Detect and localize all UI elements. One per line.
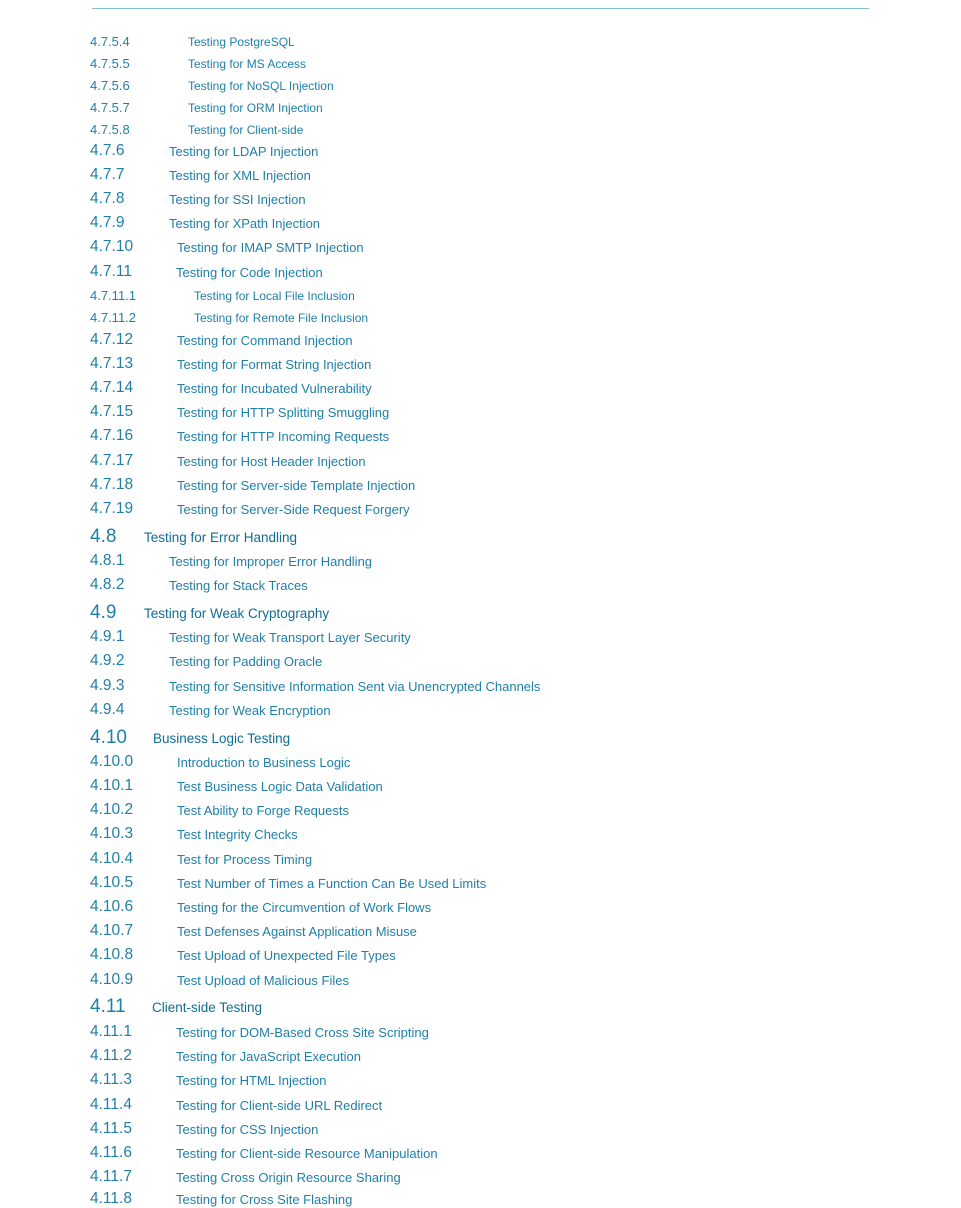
toc-title: Testing for Format String Injection <box>177 357 372 372</box>
toc-number: 4.10.2 <box>90 801 134 818</box>
toc-title: Testing for CSS Injection <box>176 1122 319 1137</box>
toc-number: 4.11.6 <box>90 1144 132 1161</box>
toc-title: Testing for Cross Site Flashing <box>176 1192 353 1207</box>
toc-number: 4.7.11 <box>90 263 132 280</box>
toc-number: 4.8.1 <box>90 552 125 569</box>
toc-number: 4.7.6 <box>90 142 125 159</box>
toc-number: 4.9.3 <box>90 677 125 694</box>
top-divider <box>92 8 869 9</box>
toc-number: 4.7.5.4 <box>90 34 130 49</box>
toc-title: Testing for Weak Cryptography <box>144 606 330 621</box>
toc-number: 4.7.5.5 <box>90 56 130 71</box>
toc-title: Test for Process Timing <box>177 852 313 867</box>
toc-title: Testing for DOM-Based Cross Site Scripting <box>176 1025 429 1040</box>
toc-number: 4.7.11.1 <box>90 288 137 303</box>
toc-number: 4.9 <box>90 602 117 623</box>
toc-title: Test Upload of Malicious Files <box>177 973 349 988</box>
toc-number: 4.7.12 <box>90 331 134 348</box>
toc-number: 4.10.9 <box>90 971 134 988</box>
toc-number: 4.7.7 <box>90 166 125 183</box>
toc-title: Test Number of Times a Function Can Be Used Limits <box>177 876 487 891</box>
toc-title: Testing for XPath Injection <box>169 216 321 231</box>
toc-number: 4.7.9 <box>90 214 125 231</box>
toc-number: 4.11.4 <box>90 1096 132 1113</box>
toc-title: Testing for Improper Error Handling <box>169 554 373 569</box>
toc-number: 4.11.1 <box>90 1023 132 1040</box>
toc-number: 4.7.5.6 <box>90 78 130 93</box>
toc-title: Testing for JavaScript Execution <box>176 1049 361 1064</box>
toc-title: Test Integrity Checks <box>177 827 298 842</box>
toc-number: 4.10.7 <box>90 922 134 939</box>
toc-number: 4.7.5.8 <box>90 122 130 137</box>
toc-title: Testing for Stack Traces <box>169 578 308 593</box>
toc-number: 4.7.16 <box>90 427 134 444</box>
toc-number: 4.10.0 <box>90 753 134 770</box>
toc-number: 4.9.2 <box>90 652 125 669</box>
toc-number: 4.7.19 <box>90 500 134 517</box>
toc-number: 4.11.2 <box>90 1047 132 1064</box>
toc-number: 4.9.1 <box>90 628 125 645</box>
toc-title: Testing for HTTP Incoming Requests <box>177 429 390 444</box>
toc-title: Testing for Weak Transport Layer Security <box>169 630 411 645</box>
toc-number: 4.10.1 <box>90 777 134 794</box>
toc-title: Testing for Local File Inclusion <box>194 289 355 303</box>
toc-number: 4.11 <box>90 996 126 1017</box>
toc-title: Testing for Padding Oracle <box>169 654 323 669</box>
toc-number: 4.7.11.2 <box>90 310 137 325</box>
toc-number: 4.7.13 <box>90 355 134 372</box>
toc-number: 4.11.7 <box>90 1168 132 1185</box>
toc-title: Testing for Error Handling <box>144 530 298 545</box>
toc-title: Test Defenses Against Application Misuse <box>177 924 417 939</box>
toc-number: 4.10.4 <box>90 850 134 867</box>
toc-title: Testing for Sensitive Information Sent via Unencrypted Channels <box>169 679 541 694</box>
toc-title: Testing for HTML Injection <box>176 1073 327 1088</box>
toc-title: Testing for Incubated Vulnerability <box>177 381 372 396</box>
toc-title: Test Ability to Forge Requests <box>177 803 349 818</box>
toc-number: 4.10 <box>90 727 127 748</box>
toc-title: Testing for the Circumvention of Work Flows <box>177 900 432 915</box>
toc-title: Testing for SSI Injection <box>169 192 306 207</box>
toc-title: Testing PostgreSQL <box>188 35 295 49</box>
toc-title: Testing for Remote File Inclusion <box>194 311 369 325</box>
toc-title: Testing for ORM Injection <box>188 101 323 115</box>
toc-number: 4.10.6 <box>90 898 134 915</box>
toc-number: 4.7.15 <box>90 403 134 420</box>
toc-title: Testing for LDAP Injection <box>169 144 319 159</box>
toc-title: Testing for Server-Side Request Forgery <box>177 502 410 517</box>
toc-number: 4.9.4 <box>90 701 125 718</box>
toc-title: Testing for NoSQL Injection <box>188 79 334 93</box>
toc-title: Testing for Host Header Injection <box>177 454 366 469</box>
toc-title: Testing for HTTP Splitting Smuggling <box>177 405 390 420</box>
toc-title: Testing for XML Injection <box>169 168 311 183</box>
toc-number: 4.8.2 <box>90 576 125 593</box>
toc-number: 4.10.3 <box>90 825 134 842</box>
toc-number: 4.10.5 <box>90 874 134 891</box>
toc-number: 4.7.8 <box>90 190 125 207</box>
toc-title: Testing for Server-side Template Injection <box>177 478 416 493</box>
toc-number: 4.7.14 <box>90 379 134 396</box>
toc-number: 4.7.18 <box>90 476 134 493</box>
toc-number: 4.8 <box>90 526 117 547</box>
toc-title: Introduction to Business Logic <box>177 755 351 770</box>
toc-title: Testing Cross Origin Resource Sharing <box>176 1170 401 1185</box>
toc-title: Testing for Weak Encryption <box>169 703 331 718</box>
toc-number: 4.11.5 <box>90 1120 132 1137</box>
toc-title: Test Business Logic Data Validation <box>177 779 383 794</box>
toc-title: Testing for Client-side Resource Manipulation <box>176 1146 438 1161</box>
toc-title: Client-side Testing <box>152 1000 263 1015</box>
toc-title: Testing for Command Injection <box>177 333 353 348</box>
toc-number: 4.7.17 <box>90 452 134 469</box>
toc-title: Testing for IMAP SMTP Injection <box>177 240 364 255</box>
toc-title: Testing for Code Injection <box>176 265 323 280</box>
toc-number: 4.11.3 <box>90 1071 132 1088</box>
toc-number: 4.11.8 <box>90 1190 132 1207</box>
toc-number: 4.7.5.7 <box>90 100 130 115</box>
toc-number: 4.10.8 <box>90 946 134 963</box>
toc-number: 4.7.10 <box>90 238 134 255</box>
toc-title: Testing for Client-side <box>188 123 304 137</box>
toc-title: Testing for MS Access <box>188 57 307 71</box>
toc-title: Testing for Client-side URL Redirect <box>176 1098 383 1113</box>
toc-title: Test Upload of Unexpected File Types <box>177 948 396 963</box>
toc-title: Business Logic Testing <box>153 731 291 746</box>
